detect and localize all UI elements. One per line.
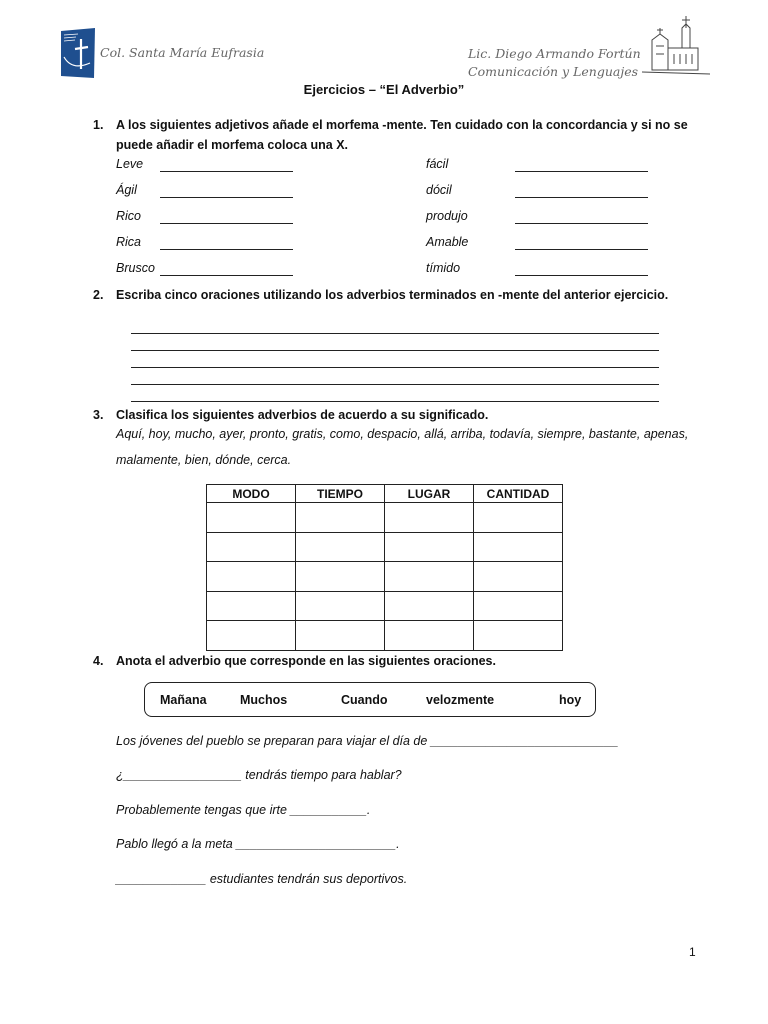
table-cell[interactable] (385, 621, 474, 651)
q1-answer-blank[interactable] (160, 249, 293, 250)
table-cell[interactable] (296, 591, 385, 621)
table-cell[interactable] (385, 562, 474, 592)
word-bank-item: hoy (559, 693, 582, 707)
q1-word-right: tímido (426, 261, 461, 275)
table-cell[interactable] (474, 532, 563, 562)
table-cell[interactable] (296, 562, 385, 592)
table-cell[interactable] (385, 532, 474, 562)
classification-table (206, 484, 563, 651)
q4-sentence[interactable]: Probablemente tengas que irte ___________. (116, 803, 371, 817)
q1-answer-blank[interactable] (515, 171, 648, 172)
table-cell[interactable] (385, 591, 474, 621)
table-cell[interactable] (474, 562, 563, 592)
word-bank-box (144, 682, 596, 717)
q1-number: 1. (93, 118, 104, 132)
table-row (207, 562, 563, 592)
q1-word-right: fácil (426, 157, 449, 171)
table-cell[interactable] (207, 562, 296, 592)
q1-word-right: Amable (426, 235, 469, 249)
page-number: 1 (689, 945, 696, 959)
word-bank-item: Cuando (341, 693, 388, 707)
q1-word-right: produjo (426, 209, 468, 223)
table-row (207, 591, 563, 621)
word-bank-item: Mañana (160, 693, 207, 707)
q4-sentence[interactable]: _____________ estudiantes tendrán sus deportivos. (116, 872, 408, 886)
table-cell[interactable] (474, 503, 563, 533)
table-row (207, 621, 563, 651)
subject-name: Comunicación y Lenguajes (468, 64, 639, 79)
table-cell[interactable] (296, 621, 385, 651)
q4-number: 4. (93, 654, 104, 668)
q1-word-left: Brusco (116, 261, 155, 275)
q1-answer-blank[interactable] (515, 249, 648, 250)
q1-answer-blank[interactable] (515, 275, 648, 276)
q1-word-left: Rico (116, 209, 142, 223)
table-cell[interactable] (207, 621, 296, 651)
q2-number: 2. (93, 288, 104, 302)
school-logo (60, 27, 96, 79)
q2-answer-line[interactable] (131, 401, 659, 402)
table-cell[interactable] (207, 532, 296, 562)
q1-text: A los siguientes adjetivos añade el morfema -mente. Ten cuidado con la concordancia y si no se puede añadir el morfema coloca una X. (116, 118, 688, 152)
q3-number: 3. (93, 408, 104, 422)
q1-answer-blank[interactable] (160, 223, 293, 224)
q4-sentence[interactable]: Pablo llegó a la meta _______________________. (116, 837, 400, 851)
q2-answer-line[interactable] (131, 350, 659, 351)
table-header-cantidad: CANTIDAD (474, 485, 563, 503)
word-bank-item: velozmente (426, 693, 495, 707)
church-drawing (638, 14, 712, 78)
q4-sentence[interactable]: ¿_________________ tendrás tiempo para hablar? (116, 768, 402, 782)
table-cell[interactable] (474, 621, 563, 651)
page-title: Ejercicios – “El Adverbio” (303, 82, 465, 97)
table-cell[interactable] (207, 503, 296, 533)
school-name: Col. Santa María Eufrasia (100, 45, 265, 60)
q3-word-list: malamente, bien, dónde, cerca. (116, 453, 292, 467)
table-cell[interactable] (296, 503, 385, 533)
q1-answer-blank[interactable] (160, 197, 293, 198)
q2-answer-line[interactable] (131, 367, 659, 368)
q2-answer-line[interactable] (131, 384, 659, 385)
q1-answer-blank[interactable] (515, 223, 648, 224)
table-cell[interactable] (207, 591, 296, 621)
q1-answer-blank[interactable] (160, 171, 293, 172)
word-bank-item: Muchos (240, 693, 288, 707)
q2-text: Escriba cinco oraciones utilizando los adverbios terminados en -mente del anterior ejercicio. (116, 288, 669, 302)
q2-answer-line[interactable] (131, 333, 659, 334)
q4-sentence[interactable]: Los jóvenes del pueblo se preparan para viajar el día de ___________________________ (116, 734, 619, 748)
teacher-name: Lic. Diego Armando Fortún (468, 46, 641, 61)
table-row (207, 503, 563, 533)
q1-answer-blank[interactable] (160, 275, 293, 276)
q4-text: Anota el adverbio que corresponde en las siguientes oraciones. (116, 654, 496, 668)
q3-text: Clasifica los siguientes adverbios de acuerdo a su significado. (116, 408, 489, 422)
q1-word-left: Ágil (116, 183, 137, 197)
teacher-info (468, 45, 641, 81)
q3-word-list: Aquí, hoy, mucho, ayer, pronto, gratis, como, despacio, allá, arriba, todavía, siempre, bastante, apenas, (116, 427, 689, 441)
table-cell[interactable] (296, 532, 385, 562)
q1-word-left: Leve (116, 157, 144, 171)
table-cell[interactable] (474, 591, 563, 621)
q1-word-right: dócil (426, 183, 452, 197)
table-row (207, 532, 563, 562)
table-header-tiempo: TIEMPO (296, 485, 385, 503)
q1-word-left: Rica (116, 235, 142, 249)
q1-answer-blank[interactable] (515, 197, 648, 198)
table-cell[interactable] (385, 503, 474, 533)
table-header-lugar: LUGAR (385, 485, 474, 503)
table-header-modo: MODO (207, 485, 296, 503)
